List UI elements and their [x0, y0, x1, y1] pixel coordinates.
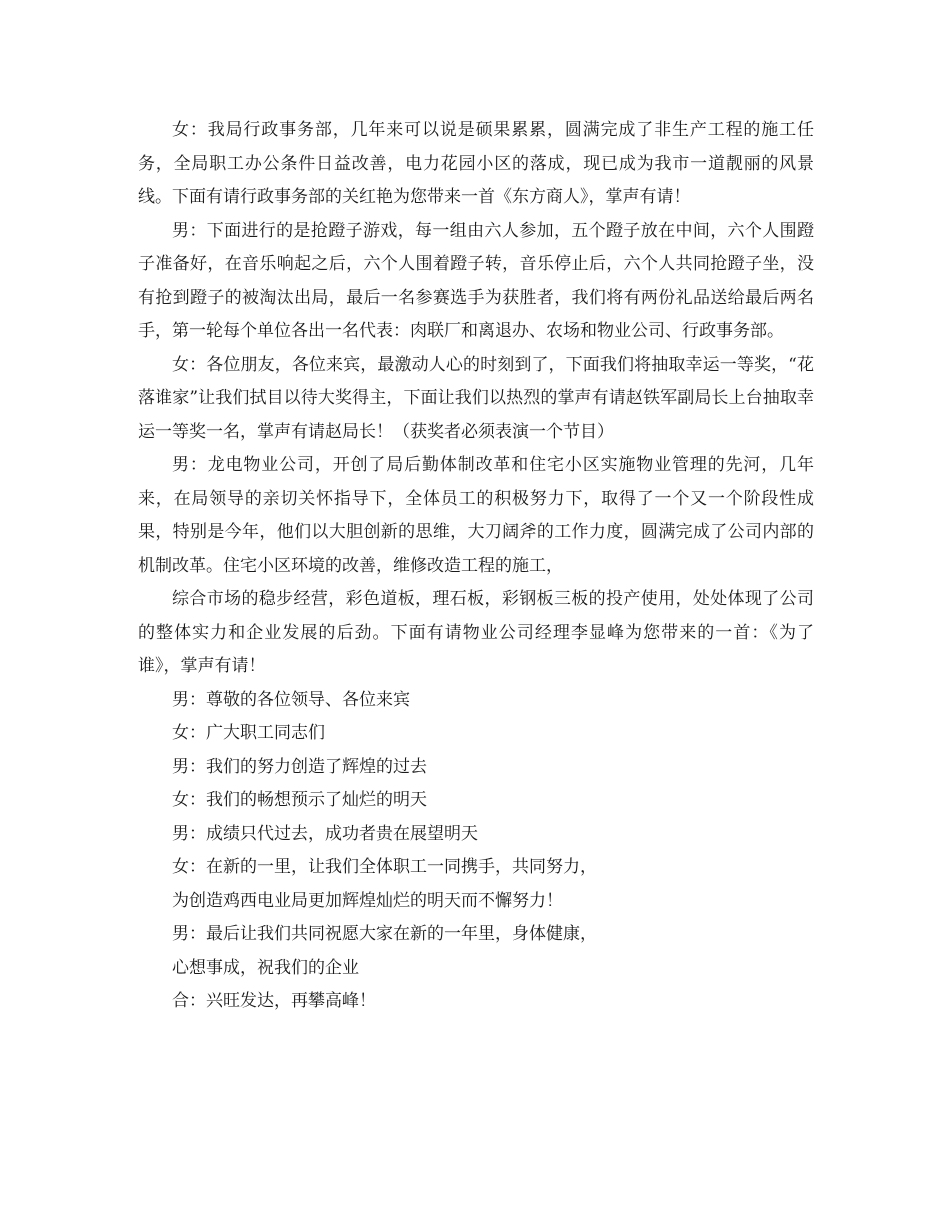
- closing-line-10: 合：兴旺发达，再攀高峰！: [172, 991, 376, 1011]
- paragraph-property-company: 男：龙电物业公司，开创了局后勤体制改革和住宅小区实施物业管理的先河，几年来，在局领导的亲切关怀指导下，全体员工的积极努力下，取得了一个又一个阶段性成果，特别是今年，他们以大胆创新的思维，大刀阔斧的工作力度，圆满完成了公司内部的机制改革。住宅小区环境的改善，维修改造工程的施工，: [138, 455, 814, 576]
- closing-line-9: 心想事成，祝我们的企业: [172, 957, 359, 978]
- closing-line-4: 女：我们的畅想预示了灿烂的明天: [172, 790, 427, 810]
- paragraph-first-prize-draw: 女：各位朋友，各位来宾，最激动人心的时刻到了，下面我们将抽取幸运一等奖，“花落谁家”让我们拭目以待大奖得主，下面让我们以热烈的掌声有请赵铁军副局长上台抽取幸运一等奖一名，掌声有请赵局长！（获奖者必须表演一个节目）: [138, 354, 814, 442]
- closing-line-3: 男：我们的努力创造了辉煌的过去: [172, 756, 427, 777]
- closing-line-7: 为创造鸡西电业局更加辉煌灿烂的明天而不懈努力！: [172, 890, 563, 911]
- paragraph-market-operation: 综合市场的稳步经营，彩色道板，理石板，彩钢板三板的投产使用，处处体现了公司的整体实力和企业发展的后劲。下面有请物业公司经理李显峰为您带来的一首：《为了谁》，掌声有请！: [138, 589, 814, 676]
- closing-line-8: 男：最后让我们共同祝愿大家在新的一年里，身体健康，: [172, 924, 597, 944]
- document-body: [138, 114, 814, 1019]
- closing-line-6: 女：在新的一里，让我们全体职工一同携手，共同努力，: [172, 857, 597, 877]
- closing-line-5: 男：成绩只代过去，成功者贵在展望明天: [172, 823, 478, 844]
- closing-line-1: 男：尊敬的各位领导、各位来宾: [172, 689, 410, 710]
- closing-line-2: 女：广大职工同志们: [172, 723, 325, 743]
- paragraph-stool-game: 男：下面进行的是抢蹬子游戏，每一组由六人参加，五个蹬子放在中间，六个人围蹬子准备好，在音乐响起之后，六个人围着蹬子转，音乐停止后，六个人共同抢蹬子坐，没有抢到蹬子的被淘汰出局，最后一名参赛选手为获胜者，我们将有两份礼品送给最后两名手，第一轮每个单位各出一名代表：肉联厂和离退办、农场和物业公司、行政事务部。: [138, 220, 814, 341]
- paragraph-admin-affairs: 女：我局行政事务部，几年来可以说是硕果累累，圆满完成了非生产工程的施工任务，全局职工办公条件日益改善，电力花园小区的落成，现已成为我市一道靓丽的风景线。下面有请行政事务部的关红艳为您带来一首《东方商人》，掌声有请！: [138, 120, 814, 207]
